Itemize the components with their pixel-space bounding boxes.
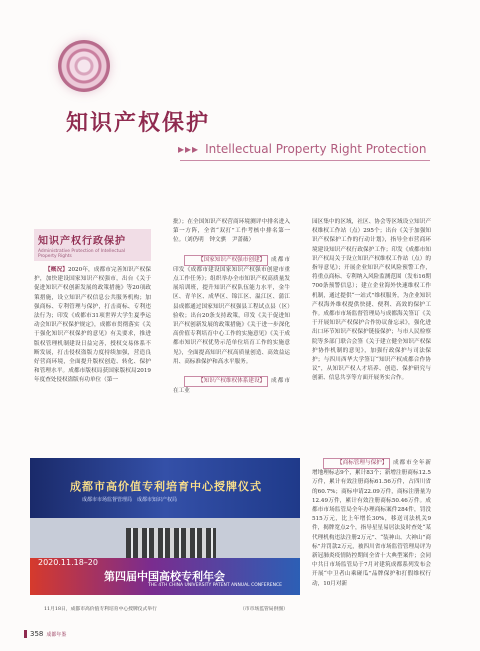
tag-overview: 【概况】 xyxy=(45,267,68,273)
tag-trademark: 【商标管理与保护】 xyxy=(323,458,390,469)
photo-banner-title: 成都市高价值专利培育中心授牌仪式 xyxy=(70,480,262,493)
event-photo xyxy=(30,458,300,595)
page-number: 358 xyxy=(30,630,44,638)
paragraph-continued: 批）；在全国知识产权营商环境测评中排名进入第一方阵，全省“双打”工作考核中排名第一位。（刘仍明 钟文骐 尹蔷薇） xyxy=(173,219,290,244)
photo-banner-subtitle: 成都市市场监督管理局 成都市知识产权局 xyxy=(82,497,178,503)
page-subtitle-text: Intellectual Property Right Protection xyxy=(205,142,427,156)
paragraph-rights-cont: 园区集中的区域，社区、协会等区域设立知识产权维权工作站（点）295个；出台《关于加强知识产权保护工作的行动计划》，指导全市营商环境建设知识产权行政保护工作；印发《成都市知识产权局关于设立知识产权维权工作站（点）的指导意见》；开展企业知识产权风险预警工作，将重点商标、专利纳入风险监测范围（发布16期700条预警信息）；建立企业海外快速维权工作机制，通过提供“一站式”维权服务，为企业知识产权海外维权提供快捷、便利、高效的保护工作。成都市市场监督管理局与成都海关签订《关于开展知识产权保护合作协议备忘录》，强化进出口环节知识产权保护链接保护；与市人民检察院等多部门联合会签《关于建立健全知识产权保护协作机制的意见》，加强行政保护与司法保护；与四川西华大学签订“知识产权成都合作协议”，从知识产权人才培养、创造、保护研究与创新、信息共享等方面开展务实合作。 xyxy=(312,219,431,382)
paragraph-rights-system: 【知识产权维权体系建设】 成都市在工业 xyxy=(173,378,290,395)
page-title: 知识产权保护 xyxy=(66,111,211,136)
tag-strong-city: 【国家知识产权强市创建】 xyxy=(184,255,268,266)
column-3 xyxy=(312,218,431,385)
photo-event-title: 第四届中国高校专利年会 xyxy=(104,570,225,583)
photo-event-en: THE 4TH CHINA UNIVERSITY PATENT ANNUAL CONFERENCE xyxy=(148,583,282,588)
tag-rights-system: 【知识产权维权体系建设】 xyxy=(184,376,268,387)
column-3-lower xyxy=(312,458,431,590)
photo-people xyxy=(126,528,216,558)
paragraph-trademark: 【商标管理与保护】 成都市全年新增地理标志9个，累计83个；新增注册商标12.5万件，累计有效注册商标61.56万件，占四川省的60.7%；商标申请22.09万件，商标注册量为12.49万件，累计有效注册商标50.46万件。成都市市场监管局全年办理商标案件284件，罚没515万元，比上年增长30%，移送司法机关9件，揭牌宽点2个，指导星星易居法及时查处“某代理机构违法注册2万元”、“装神山、大神山”商标”并罚款2万元，被四川省市场监管管理局评为新冠肺炎疫情防控期间全省十大典型案件；会同中共日市场监管局于7月对建筑成都系列发布会开展“中卫者山乘碰瓜”品牌保护和打假维权行动，10月对新 xyxy=(312,460,431,587)
photo-caption: 11月18日，成都市高价值专利培育中心授牌仪式举行 xyxy=(44,607,157,612)
photo-date: 2020.11.18–20 xyxy=(38,558,98,567)
column-1 xyxy=(34,266,151,387)
section-title: 知识产权行政保护 xyxy=(38,236,126,247)
rose-swirl-icon xyxy=(58,40,110,92)
arrows-icon: ▸▸▸ xyxy=(178,142,200,156)
section-subtitle: Administrative Protection of Intellectual Property Rights xyxy=(38,249,126,260)
photo-credit: （市市场监管局供图） xyxy=(240,607,288,612)
paragraph-overview: 【概况】2020年，成都市完善知识产权保护，加快建设国家知识产权强市，出台《关于促进知识产权创新发展的政策措施》等20项政策措施，设立知识产权信息公共服务机构；加强商标、专利管理与保护，打击商标、专利违法行为；印发《成都市31项世界大学生夏季运动会知识产权保护规定》，成都市贯彻落实《关于强化知识产权保护的意见》有关要求，推进版权管理机制建设日益完善，授权交易体系不断发展，打击侵权盗版力度持续加强，营造良好营商环境，全面提升版权创造、转化、保护和管理水平。成都市版权局获国家版权局2019年度查处侵权盗版有功单位（第一 xyxy=(34,267,151,384)
page-subtitle xyxy=(178,142,427,156)
footer-mark xyxy=(24,630,27,638)
title-divider xyxy=(180,160,430,161)
section-heading xyxy=(34,229,151,261)
column-2 xyxy=(173,218,290,397)
page-footer xyxy=(24,630,66,638)
paragraph-strong-city: 【国家知识产权强市创建】 成都市印发《成都市建设国家知识产权强市创建市重点工作任务》；组织举办全市知识产权高质量发展培训班，提升知识产权队伍能力水平，金牛区、青羊区、成华区、锦江区、温江区、蒲江县成都通过国家知识产权强县工程试点县（区）验收；出台20条支持政策，印发《关于促进知识产权创新发展的政策措施》《关于进一步深化高价值专利培育中心工作的实施意见》《关于成都市知识产权优势示范单位培育工作的实施意见》，全面提高知识产权高质量创造、高效益运用、高标准保护和高水平服务。 xyxy=(173,256,290,365)
book-title: 成都年鉴 xyxy=(46,632,67,638)
